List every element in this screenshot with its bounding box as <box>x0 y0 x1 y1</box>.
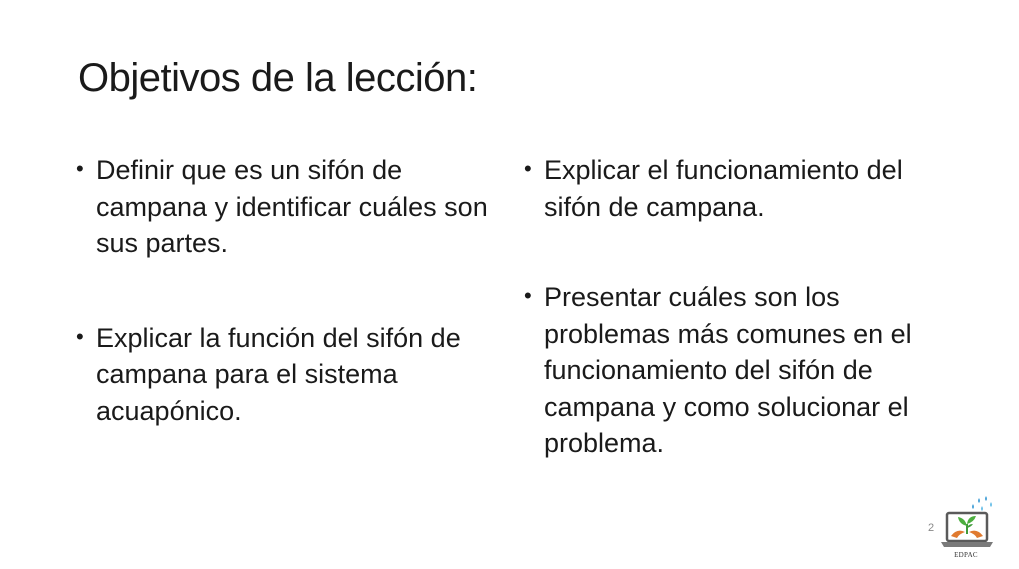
objective-item: • Presentar cuáles son los problemas más comunes en el funcionamiento del sifón de campana y como solucionar el problema. <box>524 279 964 462</box>
logo-text: EDPAC <box>954 551 978 559</box>
page-number: 2 <box>928 522 935 534</box>
objective-item: • Definir que es un sifón de campana y identificar cuáles son sus partes. <box>76 152 506 262</box>
slide-title: Objetivos de la lección: <box>78 56 478 100</box>
objectives-list-left <box>76 152 506 429</box>
laptop-plant-icon <box>935 494 997 556</box>
objectives-list-right <box>524 152 964 462</box>
objective-item: • Explicar la función del sifón de campana para el sistema acuapónico. <box>76 320 506 430</box>
objective-item: • Explicar el funcionamiento del sifón de campana. <box>524 152 964 225</box>
